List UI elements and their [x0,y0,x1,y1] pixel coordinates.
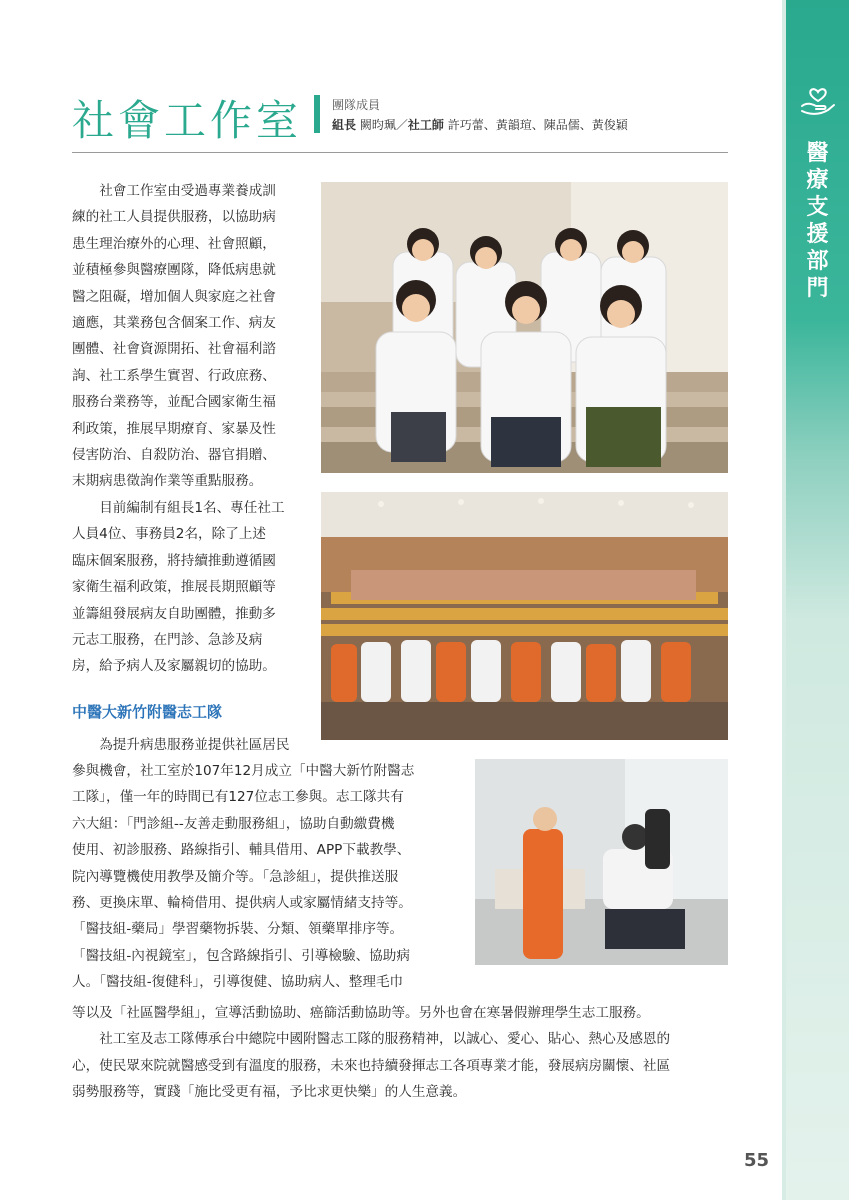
intro-paragraph-2 [72,495,308,680]
role-separator: ／ [395,118,408,132]
page-title: 社會工作室 [72,96,303,145]
team-members [332,116,628,133]
side-char: 支 [806,195,829,220]
side-char: 援 [806,222,829,247]
text-line: 並籌組發展病友自助團體，推動多 [72,605,276,622]
text-line: 社會工作室由受過專業養成訓 [99,183,276,199]
text-line: 「醫技組-藥局」學習藥物拆裝、分類、領藥單排序等。 [72,921,404,938]
volunteer-paragraph-start [72,732,308,758]
text-line: 參與機會，社工室於107年12月成立「中醫大新竹附醫志 [72,763,415,779]
text-line: 房，給予病人及家屬親切的協助。 [72,658,276,675]
header-rule [72,152,728,153]
leader-name: 闕昀珮 [359,118,396,132]
page-number: 55 [743,1150,769,1171]
team-label: 團隊成員 [332,98,381,112]
side-char: 療 [806,168,829,193]
text-line: 等以及「社區醫學組」，宣導活動協助、癌篩活動協助等。另外也會在寒暑假辦理學生志工服務。 [72,1005,650,1021]
text-line: 服務台業務等，並配合國家衛生福 [72,394,276,411]
volunteer-paragraph-end [72,1000,732,1106]
text-line: 末期病患徵詢作業等重點服務。 [72,473,263,490]
text-line: 元志工服務，在門診、急診及病 [72,632,263,649]
text-line: 務、更換床單、輪椅借用、提供病人或家屬情緒支持等。 [72,895,412,912]
text-line: 弱勢服務等，實踐「施比受更有福，予比求更快樂」的人生意義。 [72,1084,467,1101]
text-line: 利政策，推展早期療育、家暴及性 [72,420,276,437]
worker-names: 許巧蕾、黃韻瑄、陳品儒、黃俊穎 [447,118,628,132]
text-line: 人員4位、事務員2名，除了上述 [72,526,267,543]
text-line: 為提升病患服務並提供社區居民 [99,737,290,753]
volunteer-paragraph-body [72,758,462,996]
text-line: 心，使民眾來院就醫感受到有溫度的服務，未來也持續發揮志工各項專業才能，發展病房關懷、社區 [72,1057,671,1074]
leader-role: 組長 [332,118,357,132]
caring-hand-icon [798,80,838,120]
text-line: 目前編制有組長1名、專任社工 [99,500,285,516]
text-line: 詢、社工系學生實習、行政庶務、 [72,367,276,384]
title-divider [314,95,320,133]
text-line: 臨床個案服務，將持續推動遵循國 [72,552,276,569]
text-line: 團體、社會資源開拓、社會福利諮 [72,341,276,358]
text-line: 人。「醫技組-復健科」，引導復健、協助病人、整理毛巾 [72,974,404,991]
side-tab [786,0,849,1200]
text-line: 六大組：「門診組--友善走動服務組」，協助自動繳費機 [72,815,395,832]
text-line: 使用、初診服務、路線指引、輔具借用、APP下載教學、 [72,842,411,859]
text-line: 院內導覽機使用教學及簡介等。「急診組」，提供推送服 [72,868,399,885]
text-line: 適應，其業務包含個案工作、病友 [72,315,276,332]
service-illustration [475,759,728,965]
text-line: 侵害防治、自殺防治、器官捐贈、 [72,447,276,464]
side-char: 門 [806,276,829,301]
text-line: 家衛生福利政策，推展長期照顧等 [72,579,276,596]
text-line: 練的社工人員提供服務，以協助病 [72,209,276,226]
team-photo-illustration [321,182,728,473]
side-char: 醫 [806,141,829,166]
text-line: 「醫技組-內視鏡室」，包含路線指引、引導檢驗、協助病 [72,947,410,964]
text-line: 工隊」，僅一年的時間已有127位志工參與。志工隊共有 [72,789,404,806]
section-title-volunteer: 中醫大新竹附醫志工隊 [72,703,223,721]
side-tab-label [786,140,849,302]
text-line: 社工室及志工隊傳承台中總院中國附醫志工隊的服務精神，以誠心、愛心、貼心、熱心及感恩的 [99,1031,671,1048]
volunteer-service-photo [475,759,728,965]
intro-paragraph-1 [72,178,308,495]
side-char: 部 [806,249,829,274]
worker-role: 社工師 [407,118,444,132]
volunteer-auditorium-photo [321,492,728,740]
text-line: 患生理治療外的心理、社會照顧， [72,235,276,252]
auditorium-illustration [321,492,728,740]
text-line: 並積極參與醫療團隊，降低病患就 [72,262,276,279]
team-group-photo [321,182,728,473]
text-line: 醫之阻礙，增加個人與家庭之社會 [72,288,276,305]
